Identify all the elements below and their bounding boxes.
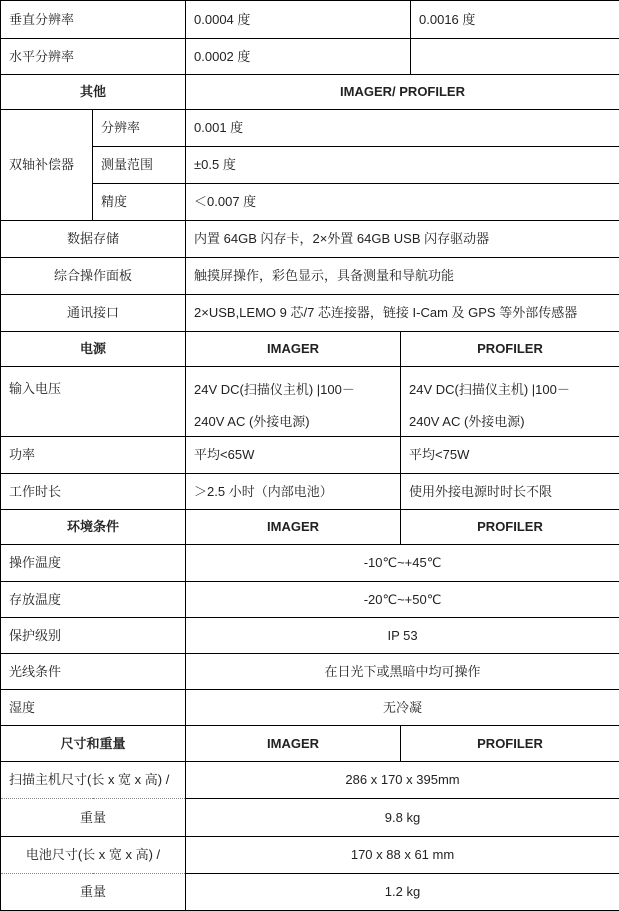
row-operating-temperature [1, 545, 619, 582]
row-scanner-size [1, 762, 619, 799]
row-control-panel [1, 258, 619, 295]
control-panel-value: 触摸屏操作，彩色显示，具备测量和导航功能 [186, 258, 619, 295]
environment-heading: 环境条件 [1, 510, 186, 545]
compensator-row-value: 0.001 度 [186, 110, 619, 147]
compensator-row-value: ±0.5 度 [186, 147, 619, 184]
row-interfaces [1, 295, 619, 332]
input-voltage-profiler-line2: 240V AC (外接电源) [409, 414, 619, 430]
horizontal-resolution-value: 0.0002 度 [186, 39, 411, 75]
operating-temperature-label: 操作温度 [1, 545, 186, 582]
row-compensator-resolution [1, 110, 619, 147]
humidity-label: 湿度 [1, 690, 186, 726]
row-humidity [1, 690, 619, 726]
compensator-row-name: 分辨率 [93, 110, 186, 147]
row-input-voltage [1, 367, 619, 437]
row-runtime [1, 474, 619, 510]
row-battery-size [1, 837, 619, 874]
control-panel-label: 综合操作面板 [1, 258, 186, 295]
scanner-label-line2: 重量 [1, 799, 186, 837]
vertical-resolution-profiler: 0.0016 度 [411, 1, 619, 39]
runtime-imager: ＞2.5 小时（内部电池） [186, 474, 401, 510]
input-voltage-imager-line1: 24V DC(扫描仪主机) |100－ [194, 382, 400, 398]
row-data-storage [1, 221, 619, 258]
other-product: IMAGER/ PROFILER [186, 75, 619, 110]
storage-temperature-label: 存放温度 [1, 582, 186, 618]
power-col-profiler: PROFILER [401, 332, 619, 367]
horizontal-resolution-label: 水平分辨率 [1, 39, 186, 75]
row-light-conditions [1, 654, 619, 690]
power-profiler: 平均<75W [401, 437, 619, 474]
row-horizontal-resolution [1, 39, 619, 75]
other-heading: 其他 [1, 75, 186, 110]
compensator-row-name: 精度 [93, 184, 186, 221]
row-other-heading [1, 75, 619, 110]
power-label: 功率 [1, 437, 186, 474]
data-storage-value: 内置 64GB 闪存卡，2×外置 64GB USB 闪存驱动器 [186, 221, 619, 258]
row-protection-class [1, 618, 619, 654]
interfaces-label: 通讯接口 [1, 295, 186, 332]
compensator-label: 双轴补偿器 [1, 110, 93, 221]
row-battery-weight [1, 874, 619, 911]
battery-size: 170 x 88 x 61 mm [186, 837, 619, 874]
dimensions-col-imager: IMAGER [186, 726, 401, 762]
dimensions-col-profiler: PROFILER [401, 726, 619, 762]
light-conditions-value: 在日光下或黑暗中均可操作 [186, 654, 619, 690]
battery-label-line1: 电池尺寸(长 x 宽 x 高) / [1, 837, 186, 874]
scanner-weight: 9.8 kg [186, 799, 619, 837]
scanner-label-line1: 扫描主机尺寸(长 x 宽 x 高) / [1, 762, 186, 799]
environment-col-profiler: PROFILER [401, 510, 619, 545]
protection-class-value: IP 53 [186, 618, 619, 654]
humidity-value: 无冷凝 [186, 690, 619, 726]
vertical-resolution-imager: 0.0004 度 [186, 1, 411, 39]
input-voltage-profiler [401, 367, 619, 437]
runtime-label: 工作时长 [1, 474, 186, 510]
data-storage-label: 数据存储 [1, 221, 186, 258]
compensator-row-name: 测量范围 [93, 147, 186, 184]
dimensions-heading: 尺寸和重量 [1, 726, 186, 762]
row-power-heading [1, 332, 619, 367]
operating-temperature-value: -10℃~+45℃ [186, 545, 619, 582]
light-conditions-label: 光线条件 [1, 654, 186, 690]
row-compensator-accuracy [1, 184, 619, 221]
battery-weight: 1.2 kg [186, 874, 619, 911]
battery-label-line2: 重量 [1, 874, 186, 911]
row-dimensions-heading [1, 726, 619, 762]
compensator-row-value: ＜0.007 度 [186, 184, 619, 221]
input-voltage-profiler-line1: 24V DC(扫描仪主机) |100－ [409, 382, 619, 398]
row-power [1, 437, 619, 474]
power-imager: 平均<65W [186, 437, 401, 474]
row-scanner-weight [1, 799, 619, 837]
row-environment-heading [1, 510, 619, 545]
power-heading: 电源 [1, 332, 186, 367]
power-col-imager: IMAGER [186, 332, 401, 367]
protection-class-label: 保护级别 [1, 618, 186, 654]
scanner-size: 286 x 170 x 395mm [186, 762, 619, 799]
input-voltage-imager-line2: 240V AC (外接电源) [194, 414, 400, 430]
runtime-profiler: 使用外接电源时时长不限 [401, 474, 619, 510]
row-compensator-range [1, 147, 619, 184]
input-voltage-label: 输入电压 [1, 367, 186, 437]
vertical-resolution-label: 垂直分辨率 [1, 1, 186, 39]
storage-temperature-value: -20℃~+50℃ [186, 582, 619, 618]
row-vertical-resolution [1, 1, 619, 39]
input-voltage-imager [186, 367, 401, 437]
environment-col-imager: IMAGER [186, 510, 401, 545]
row-storage-temperature [1, 582, 619, 618]
empty-cell [411, 39, 619, 75]
interfaces-value: 2×USB,LEMO 9 芯/7 芯连接器，链接 I-Cam 及 GPS 等外部传感器 [186, 295, 619, 332]
